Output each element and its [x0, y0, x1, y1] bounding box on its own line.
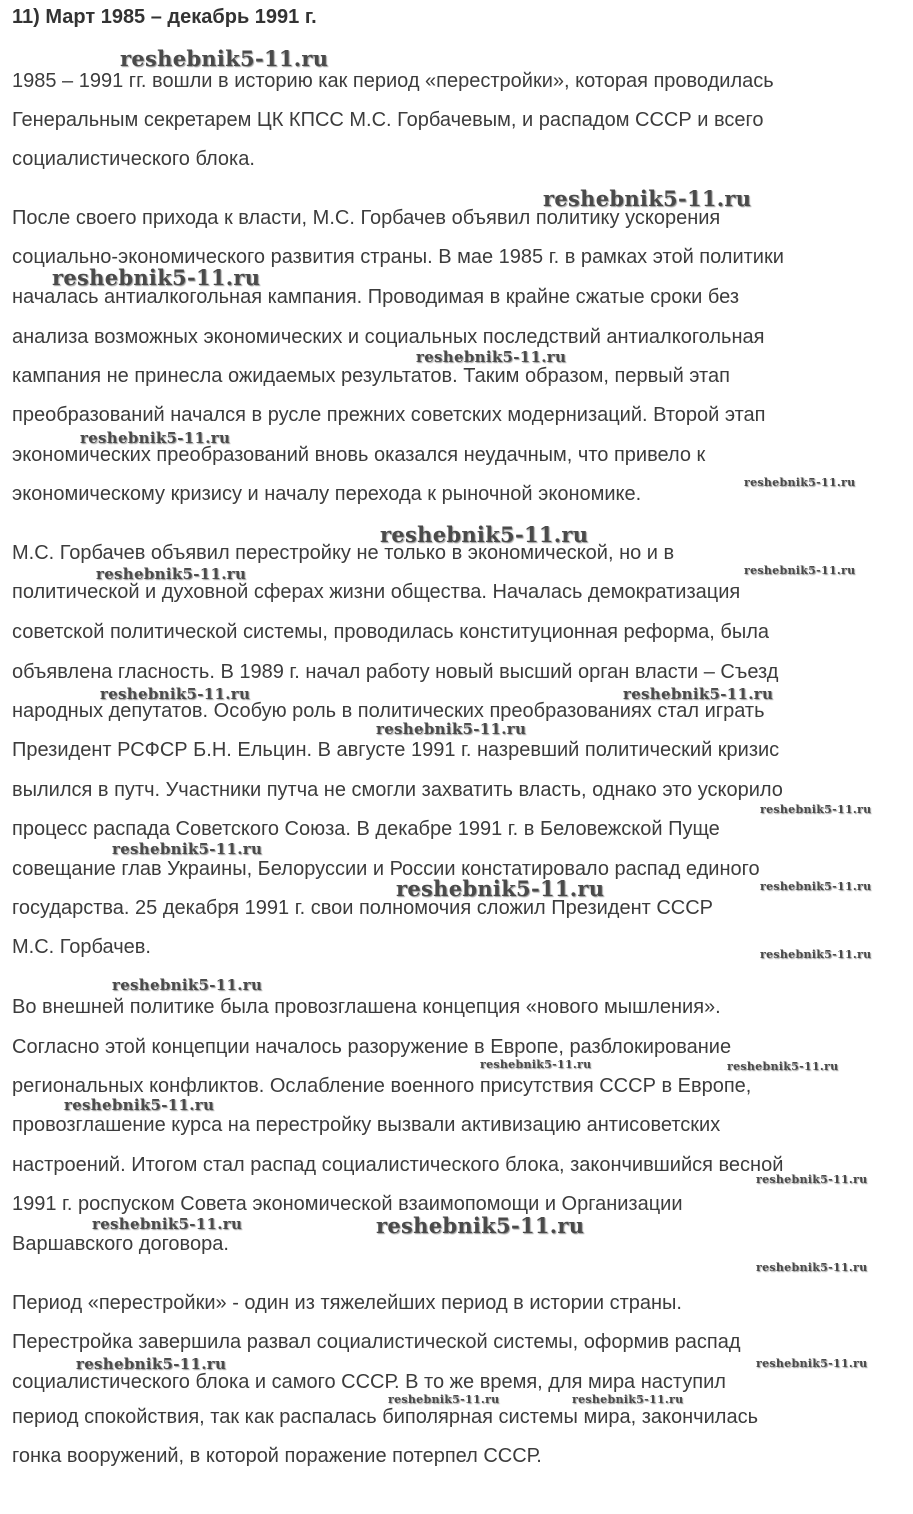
watermark: reshebnik5-11.ru	[756, 1173, 868, 1186]
text-line: социалистического блока и самого СССР. В то же время, для мира наступил	[12, 1371, 726, 1393]
text-line: совещание глав Украины, Белоруссии и России констатировало распад единого	[12, 858, 760, 880]
text-line: период спокойствия, так как распалась биполярная системы мира, закончилась	[12, 1406, 758, 1428]
text-line: Во внешней политике была провозглашена концепция «нового мышления».	[12, 996, 721, 1018]
text-line: Варшавского договора.	[12, 1233, 229, 1255]
text-line: кампания не принесла ожидаемых результатов. Таким образом, первый этап	[12, 365, 730, 387]
text-line: М.С. Горбачев.	[12, 936, 151, 958]
text-line: После своего прихода к власти, М.С. Горбачев объявил политику ускорения	[12, 207, 721, 229]
watermark: reshebnik5-11.ru	[396, 876, 605, 901]
watermark: reshebnik5-11.ru	[120, 46, 329, 71]
text-line: вылился в путч. Участники путча не смогли захватить власть, однако это ускорило	[12, 779, 783, 801]
text-line: экономических преобразований вновь оказался неудачным, что привело к	[12, 444, 706, 466]
text-line: социалистического блока.	[12, 148, 255, 170]
watermark: reshebnik5-11.ru	[623, 685, 774, 703]
text-line: 1985 – 1991 гг. вошли в историю как период «перестройки», которая проводилась	[12, 70, 774, 92]
watermark: reshebnik5-11.ru	[744, 564, 856, 577]
text-line: 1991 г. роспуском Совета экономической взаимопомощи и Организации	[12, 1193, 683, 1215]
watermark: reshebnik5-11.ru	[572, 1393, 684, 1406]
watermark: reshebnik5-11.ru	[380, 522, 589, 547]
watermark: reshebnik5-11.ru	[416, 348, 567, 366]
text-line: гонка вооружений, в которой поражение потерпел СССР.	[12, 1445, 542, 1467]
watermark: reshebnik5-11.ru	[376, 1213, 585, 1238]
watermark: reshebnik5-11.ru	[112, 976, 263, 994]
text-line: Период «перестройки» - один из тяжелейших период в истории страны.	[12, 1292, 682, 1314]
watermark: reshebnik5-11.ru	[480, 1058, 592, 1071]
text-line: экономическому кризису и началу перехода к рыночной экономике.	[12, 483, 642, 505]
text-line: процесс распада Советского Союза. В декабре 1991 г. в Беловежской Пуще	[12, 818, 720, 840]
watermark: reshebnik5-11.ru	[760, 948, 872, 961]
text-line: Генеральным секретарем ЦК КПСС М.С. Горбачевым, и распадом СССР и всего	[12, 109, 764, 131]
text-line: Перестройка завершила развал социалистической системы, оформив распад	[12, 1331, 741, 1353]
text-line: Президент РСФСР Б.Н. Ельцин. В августе 1991 г. назревший политический кризис	[12, 739, 780, 761]
watermark: reshebnik5-11.ru	[756, 1357, 868, 1370]
watermark: reshebnik5-11.ru	[76, 1355, 227, 1373]
watermark: reshebnik5-11.ru	[388, 1393, 500, 1406]
watermark: reshebnik5-11.ru	[92, 1215, 243, 1233]
text-line: советской политической системы, проводилась конституционная реформа, была	[12, 621, 770, 643]
text-line: политической и духовной сферах жизни общества. Началась демократизация	[12, 581, 741, 603]
watermark: reshebnik5-11.ru	[52, 265, 261, 290]
watermark: reshebnik5-11.ru	[760, 803, 872, 816]
watermark: reshebnik5-11.ru	[80, 429, 231, 447]
text-line: преобразований начался в русле прежних советских модернизаций. Второй этап	[12, 404, 766, 426]
watermark: reshebnik5-11.ru	[376, 720, 527, 738]
text-line: началась антиалкогольная кампания. Проводимая в крайне сжатые сроки без	[12, 286, 739, 308]
watermark: reshebnik5-11.ru	[727, 1060, 839, 1073]
text-line: социально-экономического развития страны. В мае 1985 г. в рамках этой политики	[12, 246, 784, 268]
watermark: reshebnik5-11.ru	[100, 685, 251, 703]
text-line: государства. 25 декабря 1991 г. свои полномочия сложил Президент СССР	[12, 897, 714, 919]
text-line: М.С. Горбачев объявил перестройку не только в экономической, но и в	[12, 542, 675, 564]
text-line: народных депутатов. Особую роль в политических преобразованиях стал играть	[12, 700, 765, 722]
text-line: настроений. Итогом стал распад социалистического блока, закончившийся весной	[12, 1154, 784, 1176]
watermark: reshebnik5-11.ru	[96, 565, 247, 583]
watermark: reshebnik5-11.ru	[543, 186, 752, 211]
text-line: анализа возможных экономических и социальных последствий антиалкогольная	[12, 326, 765, 348]
watermark: reshebnik5-11.ru	[760, 880, 872, 893]
watermark: reshebnik5-11.ru	[112, 840, 263, 858]
text-line: объявлена гласность. В 1989 г. начал работу новый высший орган власти – Съезд	[12, 661, 779, 683]
watermark: reshebnik5-11.ru	[64, 1096, 215, 1114]
text-line: региональных конфликтов. Ослабление военного присутствия СССР в Европе,	[12, 1075, 752, 1097]
text-line: провозглашение курса на перестройку вызвали активизацию антисоветских	[12, 1114, 721, 1136]
page-title: 11) Март 1985 – декабрь 1991 г.	[12, 6, 317, 28]
watermark: reshebnik5-11.ru	[756, 1261, 868, 1274]
watermark: reshebnik5-11.ru	[744, 476, 856, 489]
text-line: Согласно этой концепции началось разоружение в Европе, разблокирование	[12, 1036, 732, 1058]
